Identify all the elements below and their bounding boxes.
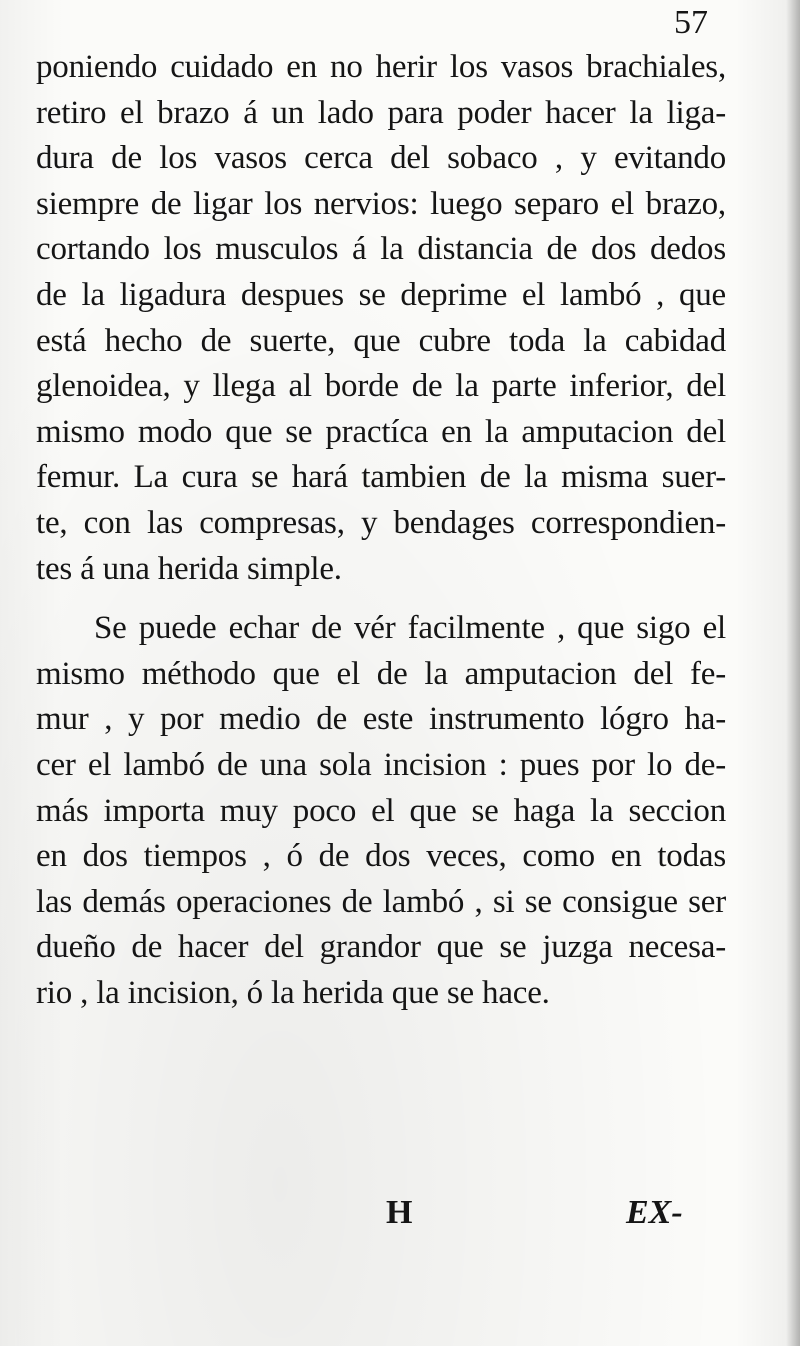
text-line: te, con las compresas, y bendages correspondien-: [36, 504, 726, 541]
text-line: poniendo cuidado en no herir los vasos brachiales,: [36, 49, 726, 85]
signature-mark: H: [386, 1194, 413, 1231]
text-line: las demás operaciones de lambó , si se consigue ser: [36, 883, 726, 920]
text-line: dueño de hacer del grandor que se juzga necesa-: [36, 929, 726, 966]
text-line: mismo méthodo que el de la amputacion del fe-: [36, 655, 726, 692]
text-line: Se puede echar de vér facilmente , que sigo el: [94, 610, 726, 647]
text-line: mismo modo que se practíca en la amputacion del: [36, 413, 726, 450]
paragraph-1: [36, 45, 726, 592]
catchword: EX-: [626, 1194, 683, 1231]
text-line: más importa muy poco el que se haga la seccion: [36, 792, 726, 829]
page-edge-shadow: [786, 0, 800, 1346]
page-number: 57: [674, 4, 708, 41]
paragraph-gap: [36, 592, 726, 606]
text-line: cortando los musculos á la distancia de dos dedos: [36, 231, 726, 268]
paragraph-2: [36, 606, 726, 1016]
text-line: está hecho de suerte, que cubre toda la cabidad: [36, 322, 726, 359]
text-line: en dos tiempos , ó de dos veces, como en todas: [36, 838, 726, 875]
text-line: rio , la incision, ó la herida que se hace.: [36, 974, 550, 1011]
text-line: dura de los vasos cerca del sobaco , y evitando: [36, 140, 726, 177]
text-line: mur , y por medio de este instrumento lógro ha-: [36, 701, 726, 738]
text-line: femur. La cura se hará tambien de la misma suer-: [36, 459, 726, 496]
text-line: glenoidea, y llega al borde de la parte inferior, del: [36, 368, 726, 405]
text-line: tes á una herida simple.: [36, 550, 342, 587]
text-body: [36, 45, 726, 1016]
text-line: siempre de ligar los nervios: luego separo el brazo,: [36, 185, 726, 222]
text-line: de la ligadura despues se deprime el lambó , que: [36, 276, 726, 313]
text-line: cer el lambó de una sola incision : pues por lo de-: [36, 746, 726, 783]
text-line: retiro el brazo á un lado para poder hacer la liga-: [36, 94, 726, 131]
